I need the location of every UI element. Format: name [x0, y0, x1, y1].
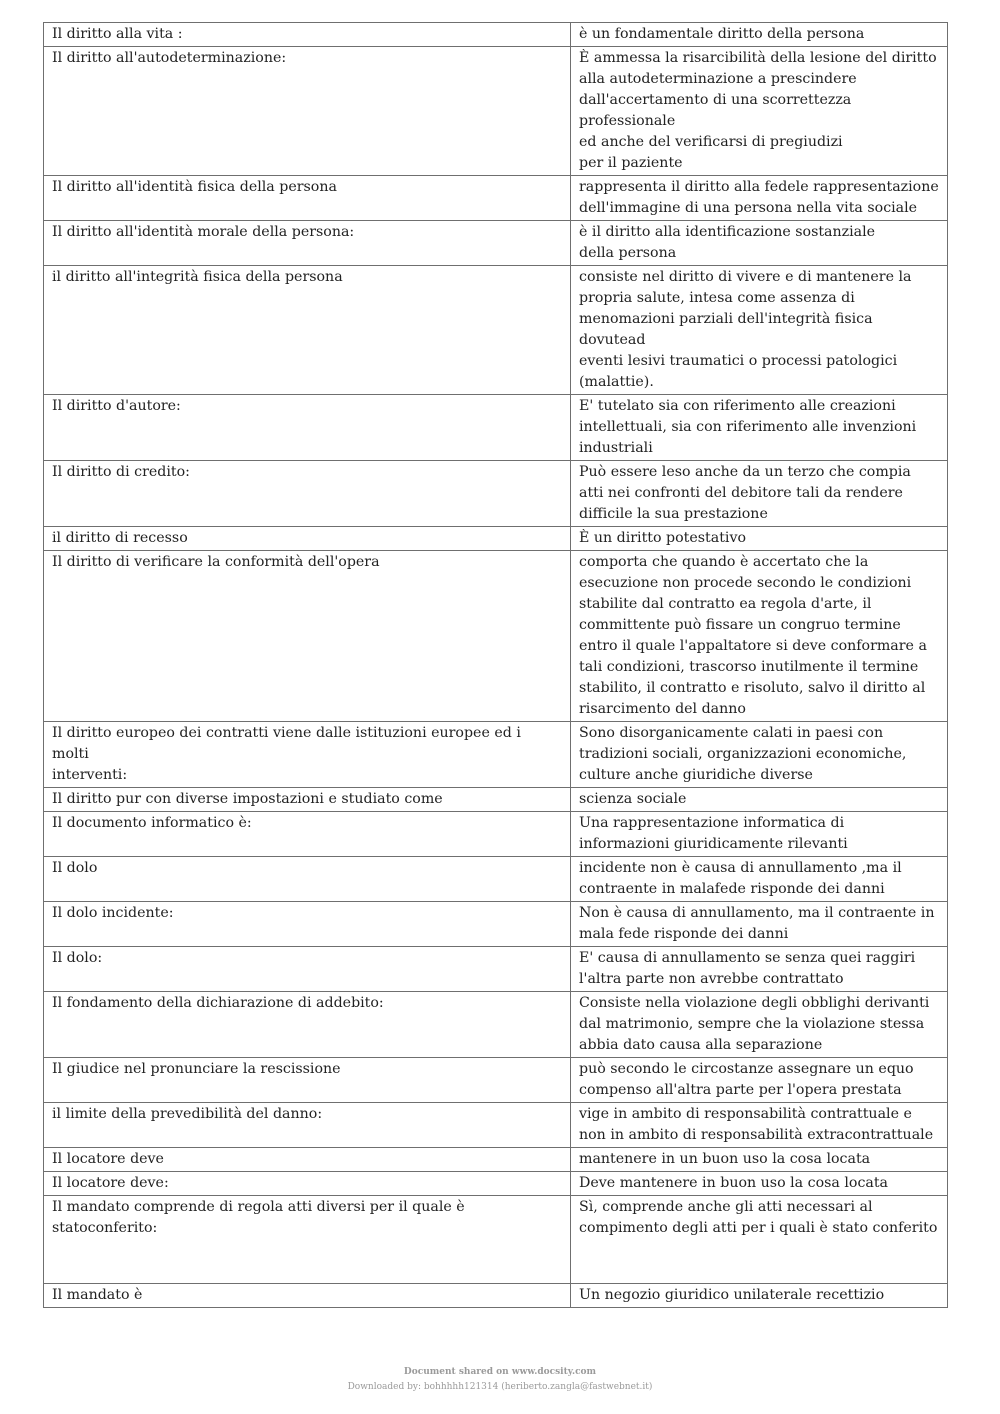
qa-table [43, 22, 948, 1308]
question-cell: Il diritto all'identità fisica della persona [44, 176, 571, 221]
answer-cell: Sì, comprende anche gli atti necessari al compimento degli atti per i quali è stato conferito [571, 1196, 948, 1284]
answer-cell: è un fondamentale diritto della persona [571, 23, 948, 47]
question-cell: Il diritto europeo dei contratti viene dalle istituzioni europee ed i molti interventi: [44, 722, 571, 788]
question-cell: il diritto all'integrità fisica della persona [44, 266, 571, 395]
table-row [44, 992, 948, 1058]
answer-cell: Può essere leso anche da un terzo che compia atti nei confronti del debitore tali da rendere difficile la sua prestazione [571, 461, 948, 527]
answer-cell: Consiste nella violazione degli obblighi derivanti dal matrimonio, sempre che la violazione stessa abbia dato causa alla separazione [571, 992, 948, 1058]
question-cell: Il diritto d'autore: [44, 395, 571, 461]
question-cell: Il dolo: [44, 947, 571, 992]
qa-table-body [44, 23, 948, 1308]
question-cell: il diritto di recesso [44, 527, 571, 551]
answer-cell: E' causa di annullamento se senza quei raggiri l'altra parte non avrebbe contrattato [571, 947, 948, 992]
answer-cell: È ammessa la risarcibilità della lesione del diritto alla autodeterminazione a prescindere dall'accertamento di una scorrettezza professionale ed anche del verificarsi di pregiudizi per il paziente [571, 47, 948, 176]
question-cell: Il dolo incidente: [44, 902, 571, 947]
table-row [44, 47, 948, 176]
question-cell: Il dolo [44, 857, 571, 902]
answer-cell: Una rappresentazione informatica di informazioni giuridicamente rilevanti [571, 812, 948, 857]
answer-cell: rappresenta il diritto alla fedele rappresentazione dell'immagine di una persona nella vita sociale [571, 176, 948, 221]
question-cell: Il diritto di verificare la conformità dell'opera [44, 551, 571, 722]
table-row [44, 221, 948, 266]
question-cell: il limite della prevedibilità del danno: [44, 1103, 571, 1148]
answer-cell: è il diritto alla identificazione sostanziale della persona [571, 221, 948, 266]
answer-cell: mantenere in un buon uso la cosa locata [571, 1148, 948, 1172]
question-cell: Il mandato è [44, 1284, 571, 1308]
answer-cell: Un negozio giuridico unilaterale recettizio [571, 1284, 948, 1308]
table-row [44, 1058, 948, 1103]
question-cell: Il documento informatico è: [44, 812, 571, 857]
table-row [44, 527, 948, 551]
question-cell: Il locatore deve: [44, 1172, 571, 1196]
question-cell: Il diritto all'identità morale della persona: [44, 221, 571, 266]
answer-cell: Sono disorganicamente calati in paesi con tradizioni sociali, organizzazioni economiche, culture anche giuridiche diverse [571, 722, 948, 788]
table-row [44, 788, 948, 812]
footer-downloaded: Downloaded by: bohhhhh121314 (heriberto.zangla@fastwebnet.it) [347, 1382, 653, 1392]
answer-cell: scienza sociale [571, 788, 948, 812]
table-row [44, 23, 948, 47]
answer-cell: Deve mantenere in buon uso la cosa locata [571, 1172, 948, 1196]
answer-cell: È un diritto potestativo [571, 527, 948, 551]
table-row [44, 947, 948, 992]
table-row [44, 1196, 948, 1284]
question-cell: Il giudice nel pronunciare la rescissione [44, 1058, 571, 1103]
question-cell: Il diritto di credito: [44, 461, 571, 527]
answer-cell: incidente non è causa di annullamento ,ma il contraente in malafede risponde dei danni [571, 857, 948, 902]
question-cell: Il diritto all'autodeterminazione: [44, 47, 571, 176]
table-row [44, 461, 948, 527]
table-row [44, 1172, 948, 1196]
answer-cell: può secondo le circostanze assegnare un equo compenso all'altra parte per l'opera prestata [571, 1058, 948, 1103]
answer-cell: E' tutelato sia con riferimento alle creazioni intellettuali, sia con riferimento alle invenzioni industriali [571, 395, 948, 461]
table-row [44, 266, 948, 395]
table-row [44, 857, 948, 902]
question-cell: Il diritto pur con diverse impostazioni e studiato come [44, 788, 571, 812]
answer-cell: consiste nel diritto di vivere e di mantenere la propria salute, intesa come assenza di menomazioni parziali dell'integrità fisica dovutead eventi lesivi traumatici o processi patologici (malattie). [571, 266, 948, 395]
table-row [44, 1103, 948, 1148]
question-cell: Il fondamento della dichiarazione di addebito: [44, 992, 571, 1058]
table-row [44, 176, 948, 221]
table-row [44, 902, 948, 947]
table-row [44, 812, 948, 857]
table-row [44, 1284, 948, 1308]
table-row [44, 551, 948, 722]
footer-shared: Document shared on www.docsity.com [403, 1367, 597, 1377]
table-row [44, 395, 948, 461]
table-row [44, 722, 948, 788]
table-row [44, 1148, 948, 1172]
question-cell: Il locatore deve [44, 1148, 571, 1172]
question-cell: Il diritto alla vita : [44, 23, 571, 47]
answer-cell: vige in ambito di responsabilità contrattuale e non in ambito di responsabilità extracontrattuale [571, 1103, 948, 1148]
answer-cell: comporta che quando è accertato che la esecuzione non procede secondo le condizioni stabilite dal contratto ea regola d'arte, il committente può fissare un congruo termine entro il quale l'appaltatore si deve conformare a tali condizioni, trascorso inutilmente il termine stabilito, il contratto e risoluto, salvo il diritto al risarcimento del danno [571, 551, 948, 722]
answer-cell: Non è causa di annullamento, ma il contraente in mala fede risponde dei danni [571, 902, 948, 947]
question-cell: Il mandato comprende di regola atti diversi per il quale è statoconferito: [44, 1196, 571, 1284]
